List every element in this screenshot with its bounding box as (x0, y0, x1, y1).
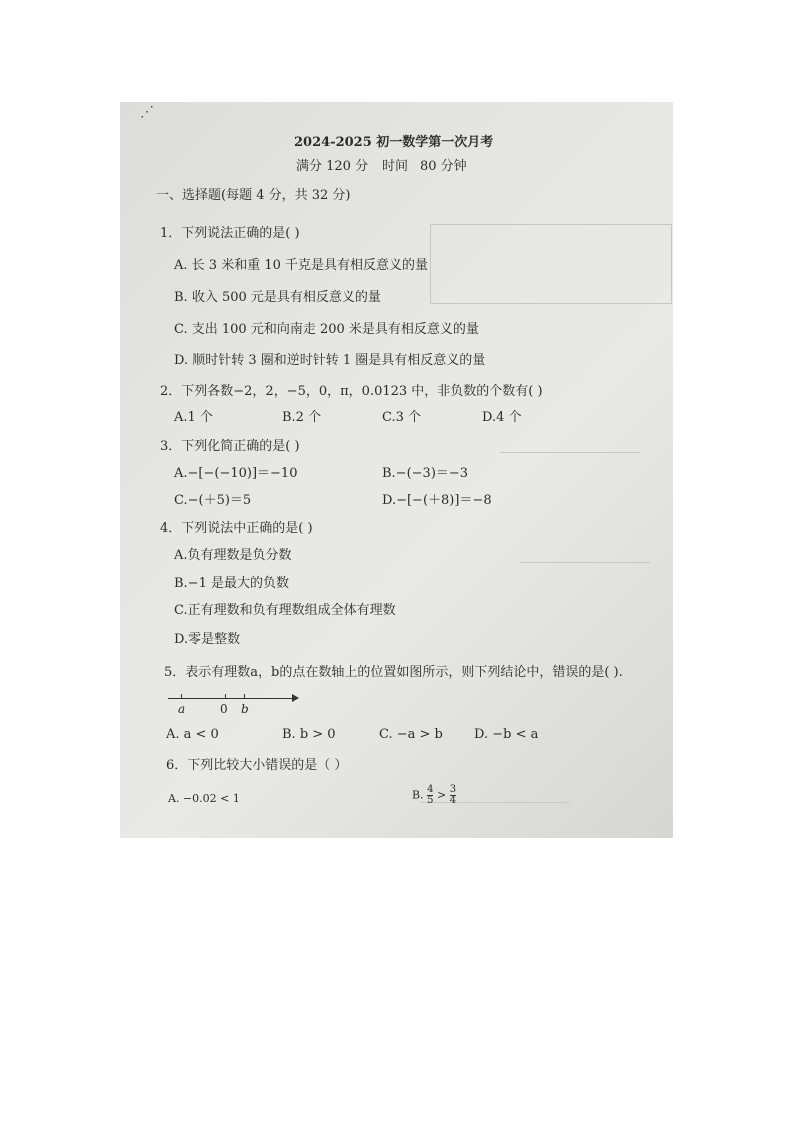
bleed-through-line (520, 562, 650, 563)
question-6-option-a: A. −0.02 < 1 (168, 792, 240, 805)
question-2-option-a: A.1 个 (174, 410, 213, 425)
question-1-option-a: A. 长 3 米和重 10 千克是具有相反意义的量 (174, 258, 428, 273)
time-value: 80 分钟 (420, 159, 467, 174)
question-3-option-a: A.−[−(−10)]＝−10 (174, 466, 298, 481)
question-6-option-b (412, 785, 456, 806)
number-line (168, 698, 296, 699)
question-6-stem: 6．下列比较大小错误的是（ ） (166, 758, 348, 773)
fraction-four-fifths: $\frac{4}{5}$ (427, 784, 434, 806)
number-line-label-zero: 0 (220, 702, 228, 716)
question-2-option-d: D.4 个 (482, 410, 522, 425)
bleed-through-line (500, 452, 640, 453)
question-1-option-d: D. 顺时针转 3 圈和逆时针转 1 圈是具有相反意义的量 (174, 353, 486, 368)
number-line-arrow (292, 694, 299, 702)
question-2-option-c: C.3 个 (382, 410, 422, 425)
question-5-option-b: B. b > 0 (282, 727, 336, 742)
question-2-stem: 2．下列各数−2，2，−5，0，π，0.0123 中，非负数的个数有( ) (160, 384, 543, 399)
corner-stain-mark: ⋰ (140, 104, 154, 120)
question-1-stem: 1．下列说法正确的是( ) (160, 226, 300, 241)
number-line-tick (225, 694, 226, 699)
question-4-option-a: A.负有理数是负分数 (174, 548, 292, 563)
question-1-option-c: C. 支出 100 元和向南走 200 米是具有相反意义的量 (174, 322, 479, 337)
question-4-option-b: B.−1 是最大的负数 (174, 576, 289, 591)
bleed-through-table (430, 224, 672, 304)
score-label: 满分 120 分 (296, 159, 369, 174)
number-line-label-a: a (178, 702, 186, 716)
question-5-option-d: D. −b < a (474, 727, 539, 742)
question-4-stem: 4．下列说法中正确的是( ) (160, 521, 313, 536)
scanned-exam-photo (120, 102, 673, 838)
question-4-option-d: D.零是整数 (174, 632, 241, 647)
question-3-option-d: D.−[−(＋8)]＝−8 (382, 493, 492, 508)
question-1-option-b: B. 收入 500 元是具有相反意义的量 (174, 290, 381, 305)
fraction-three-fourths: $\frac{3}{4}$ (449, 784, 457, 806)
question-3-option-c: C.−(＋5)＝5 (174, 493, 252, 508)
option-b-prefix: B. (412, 788, 424, 802)
question-2-option-b: B.2 个 (282, 410, 322, 425)
exam-title: 2024-2025 初一数学第一次月考 (294, 135, 494, 150)
time-label: 时间 (382, 159, 409, 174)
comparison-operator: > (436, 788, 447, 802)
section-heading: 一、选择题(每题 4 分，共 32 分) (156, 188, 351, 203)
number-line-label-b: b (241, 702, 249, 716)
question-3-stem: 3．下列化简正确的是( ) (160, 439, 300, 454)
question-5-option-a: A. a < 0 (166, 727, 219, 742)
number-line-tick (244, 694, 245, 699)
question-3-option-b: B.−(−3)＝−3 (382, 466, 469, 481)
question-5-stem: 5．表示有理数a，b的点在数轴上的位置如图所示，则下列结论中，错误的是( ). (164, 665, 623, 680)
question-4-option-c: C.正有理数和负有理数组成全体有理数 (174, 603, 396, 618)
number-line-tick (181, 694, 182, 699)
question-5-option-c: C. −a > b (379, 727, 443, 742)
